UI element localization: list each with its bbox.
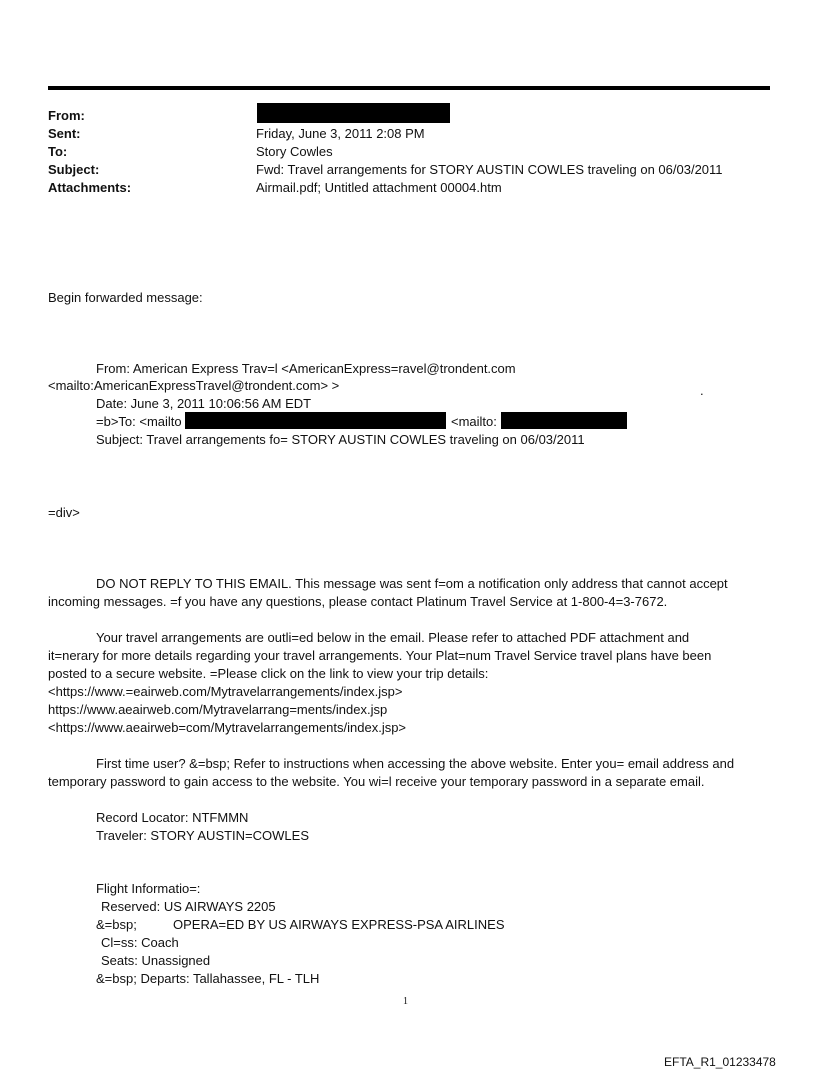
departs: &=bsp; Departs: Tallahassee, FL - TLH: [96, 971, 320, 986]
stray-dot: .: [700, 383, 704, 398]
fwd-from-line-2: <mailto:AmericanExpressTravel@trondent.com> >: [48, 378, 340, 393]
fwd-subject: Subject: Travel arrangements fo= STORY AUSTIN COWLES traveling on 06/03/2011: [96, 432, 585, 447]
fwd-to-prefix: =b>To: <mailto: [96, 414, 182, 429]
from-label: From:: [48, 108, 85, 123]
seats: Seats: Unassigned: [101, 953, 211, 968]
dnr-line-1: DO NOT REPLY TO THIS EMAIL. This message was sent f=om a notification only address that cannot accept: [96, 576, 728, 591]
first-time-line-1: First time user? &=bsp; Refer to instructions when accessing the above website. Enter you= email address and: [96, 756, 735, 771]
page-number: 1: [403, 996, 408, 1007]
to-value: Story Cowles: [256, 144, 333, 159]
subject-value: Fwd: Travel arrangements for STORY AUSTIN COWLES traveling on 06/03/2011: [256, 162, 723, 177]
begin-forwarded: Begin forwarded message:: [48, 290, 203, 305]
fwd-to-mailto: <mailto:: [451, 414, 497, 429]
attachments-label: Attachments:: [48, 180, 132, 195]
traveler: Traveler: STORY AUSTIN=COWLES: [96, 828, 309, 843]
arrangements-line-1: Your travel arrangements are outli=ed below in the email. Please refer to attached PDF attachment and: [96, 630, 690, 645]
first-time-line-2: temporary password to gain access to the website. You wi=l receive your temporary password in a separate email.: [48, 774, 705, 789]
dnr-line-2: incoming messages. =f you have any questions, please contact Platinum Travel Service at 1-800-4=3-7672.: [48, 594, 668, 609]
header-rule: [48, 86, 770, 90]
arrangements-line-2: it=nerary for more details regarding your travel arrangements. Your Plat=num Travel Service travel plans have been: [48, 648, 712, 663]
redaction-from: [257, 103, 450, 123]
fwd-from-line-1: From: American Express Trav=l <AmericanExpress=ravel@trondent.com: [96, 361, 516, 376]
sent-label: Sent:: [48, 126, 81, 141]
url-line-3[interactable]: <https://www.aeairweb=com/Mytravelarrangements/index.jsp>: [48, 720, 407, 735]
bates-number: EFTA_R1_01233478: [664, 1055, 776, 1069]
operated-prefix: &=bsp;: [96, 917, 137, 932]
redaction-to-1: [185, 412, 446, 429]
div-tag: =div>: [48, 505, 80, 520]
subject-label: Subject:: [48, 162, 100, 177]
sent-value: Friday, June 3, 2011 2:08 PM: [256, 126, 425, 141]
to-label: To:: [48, 144, 68, 159]
redaction-to-2: [501, 412, 627, 429]
arrangements-line-3: posted to a secure website. =Please click on the link to view your trip details:: [48, 666, 489, 681]
reserved: Reserved: US AIRWAYS 2205: [101, 899, 276, 914]
flight-info-heading: Flight Informatio=:: [96, 881, 201, 896]
operated-by: OPERA=ED BY US AIRWAYS EXPRESS-PSA AIRLINES: [173, 917, 505, 932]
record-locator: Record Locator: NTFMMN: [96, 810, 249, 825]
url-line-2[interactable]: https://www.aeairweb.com/Mytravelarrang=ments/index.jsp: [48, 702, 388, 717]
attachments-value: Airmail.pdf; Untitled attachment 00004.htm: [256, 180, 502, 195]
fwd-date: Date: June 3, 2011 10:06:56 AM EDT: [96, 396, 312, 411]
class: Cl=ss: Coach: [101, 935, 179, 950]
url-line-1[interactable]: <https://www.=eairweb.com/Mytravelarrangements/index.jsp>: [48, 684, 403, 699]
